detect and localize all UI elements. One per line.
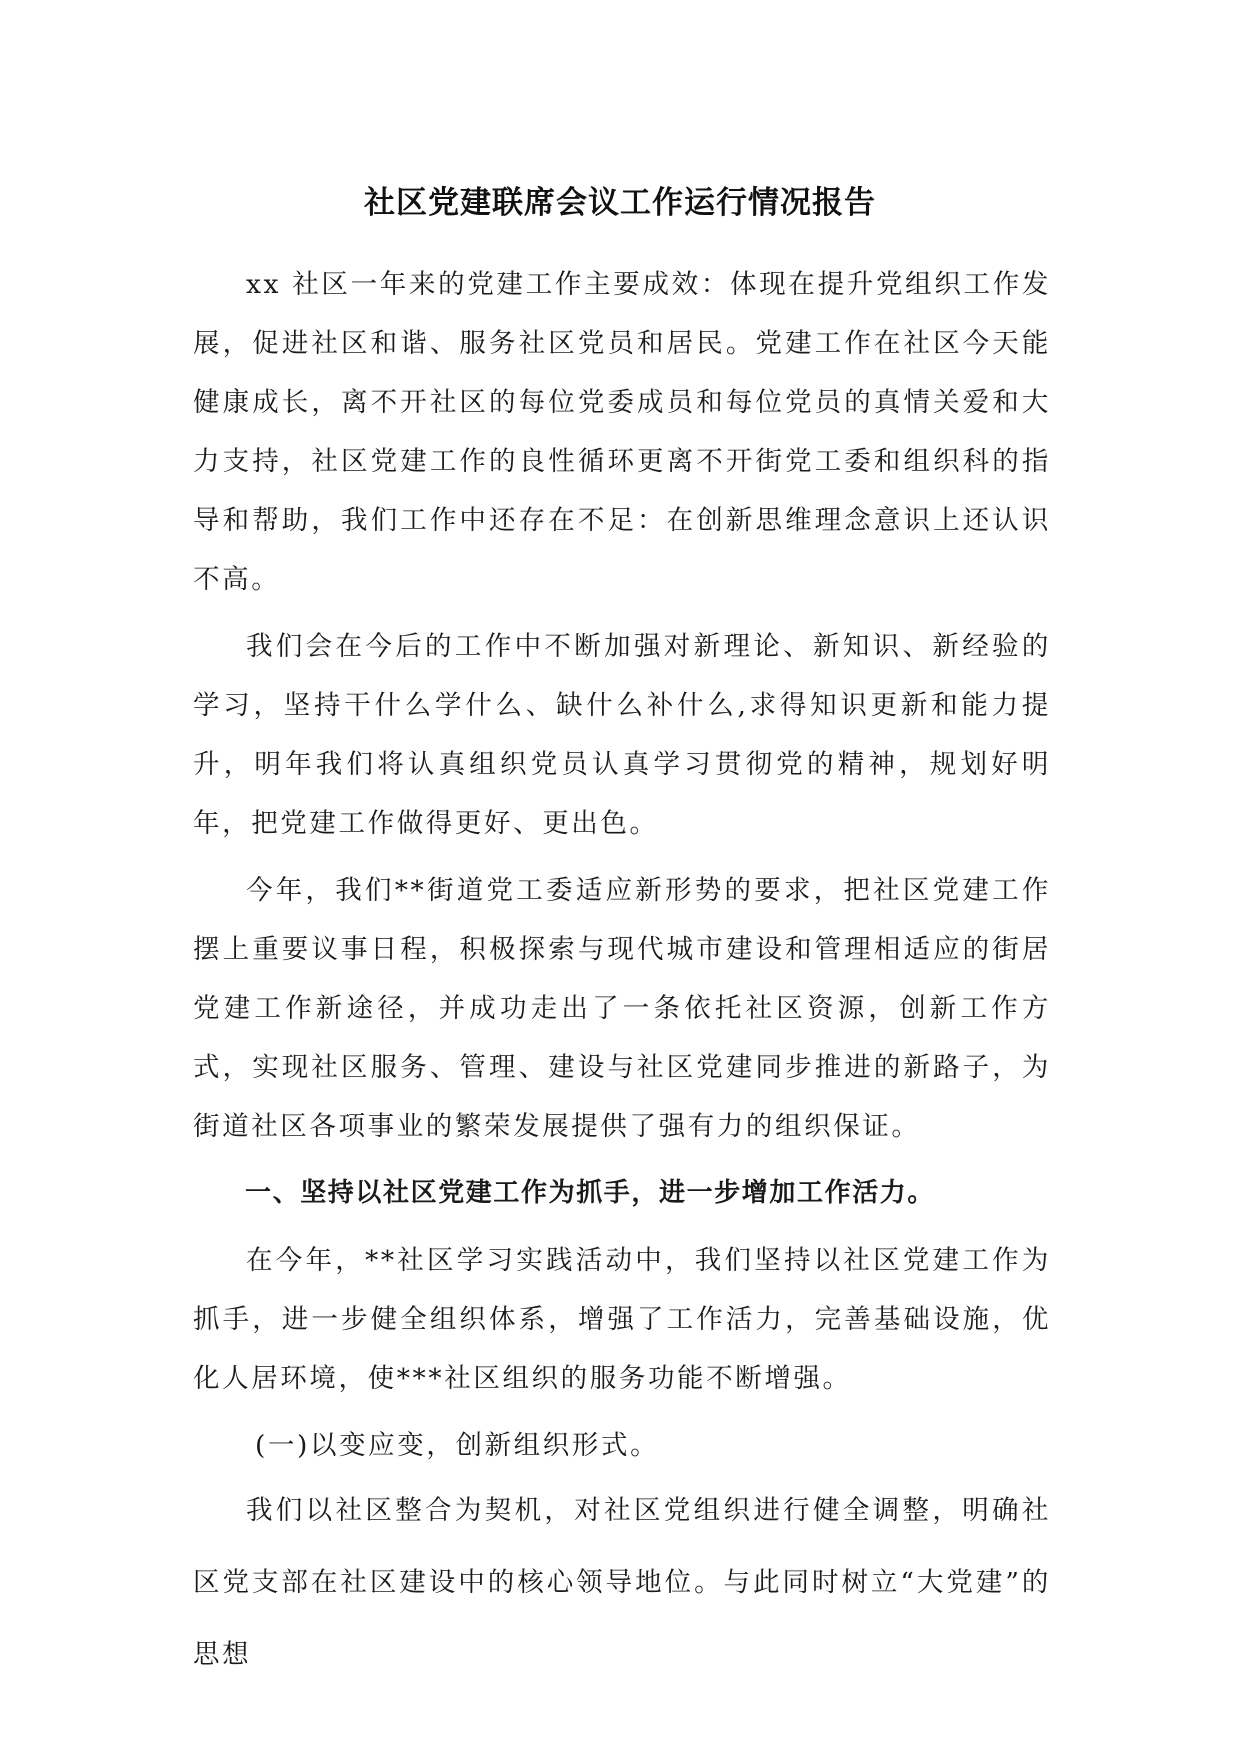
paragraph-this-year: 今年，我们**街道党工委适应新形势的要求，把社区党建工作摆上重要议事日程，积极探索与现代城市建设和管理相适应的街居党建工作新途径，并成功走出了一条依托社区资源，创新工作方式，实现社区服务、管理、建设与社区党建同步推进的新路子，为街道社区各项事业的繁荣发展提供了强有力的组织保证。 — [193, 875, 1051, 1142]
section-paragraph: 在今年，**社区学习实践活动中，我们坚持以社区党建工作为抓手，进一步健全组织体系，增强了工作活力，完善基础设施，优化人居环境，使***社区组织的服务功能不断增强。 — [193, 1245, 1051, 1394]
document-body — [193, 255, 1051, 1691]
subsection-paragraph: 我们以社区整合为契机，对社区党组织进行健全调整，明确社区党支部在社区建设中的核心领导地位。与此同时树立“大党建”的思想 — [193, 1495, 1051, 1670]
paragraph-achievements: xx 社区一年来的党建工作主要成效：体现在提升党组织工作发展，促进社区和谐、服务社区党员和居民。党建工作在社区今天能健康成长，离不开社区的每位党委成员和每位党员的真情关爱和大力支持，社区党建工作的良性循环更离不开街党工委和组织科的指导和帮助，我们工作中还存在不足：在创新思维理念意识上还认识不高。 — [193, 269, 1051, 595]
section-heading: 一、坚持以社区党建工作为抓手，进一步增加工作活力。 — [245, 1178, 936, 1208]
subsection-heading: (一)以变应变，创新组织形式。 — [255, 1430, 660, 1461]
paragraph-future-plans: 我们会在今后的工作中不断加强对新理论、新知识、新经验的学习，坚持干什么学什么、缺什么补什么,求得知识更新和能力提升，明年我们将认真组织党员认真学习贯彻党的精神，规划好明年，把党建工作做得更好、更出色。 — [193, 631, 1051, 839]
document-title: 社区党建联席会议工作运行情况报告 — [364, 185, 876, 221]
